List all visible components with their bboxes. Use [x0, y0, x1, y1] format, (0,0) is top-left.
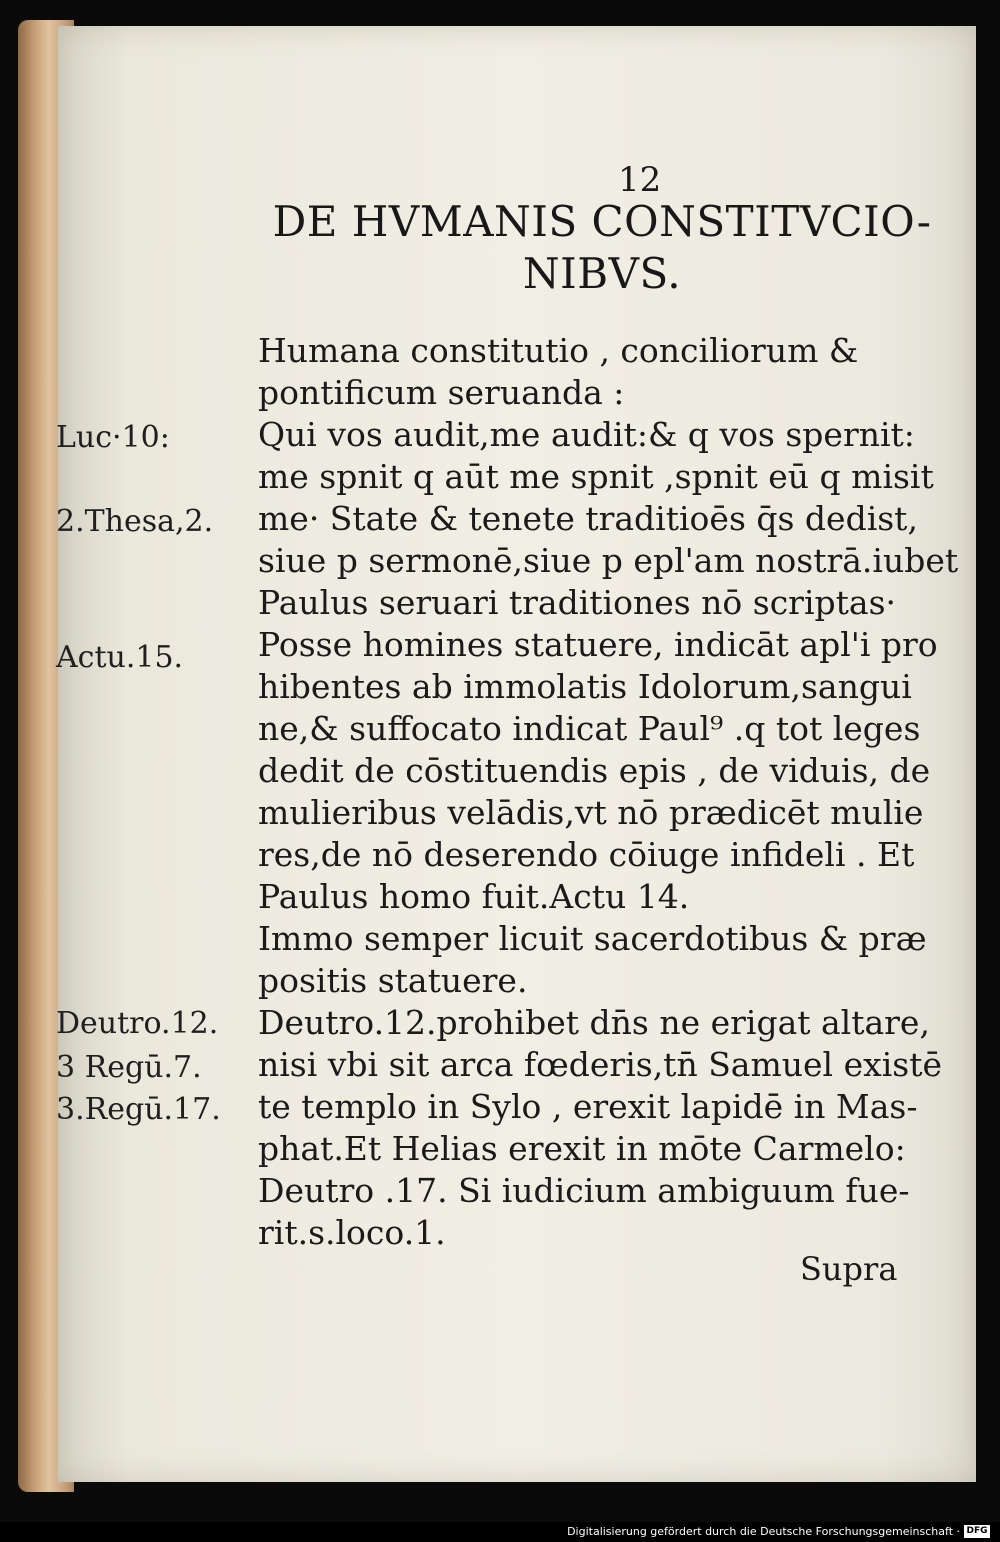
text-line: ne,& suffocato indicat Paul⁹ .q tot leges — [258, 709, 921, 748]
text-line: Deutro.12.prohibet dn̄s ne erigat altare, — [258, 1003, 930, 1042]
catchword: Supra — [800, 1250, 898, 1288]
margin-note: 2.Thesa,2. — [56, 504, 214, 539]
margin-note: 3 Regū.7. — [56, 1050, 202, 1085]
margin-note: Luc·10: — [56, 420, 170, 455]
text-line: dedit de cōstituendis epis , de viduis, de — [258, 751, 931, 790]
body-text — [258, 330, 959, 1254]
heading-line-1: DE HVMANIS CONSTITVCIO- — [272, 197, 932, 246]
margin-note: 3.Regū.17. — [56, 1092, 221, 1127]
text-line: siue p sermonē,siue p epl'am nostrā.iubet — [258, 541, 959, 580]
footer-credit: Digitalisierung gefördert durch die Deutsche Forschungsgemeinschaft · — [567, 1525, 960, 1538]
text-line: te templo in Sylo , erexit lapidē in Mas- — [258, 1087, 918, 1126]
text-line: me spnit q aūt me spnit ,spnit eū q misit — [258, 457, 934, 496]
heading-line-2: NIBVS. — [522, 249, 682, 298]
text-line: Posse homines statuere, indicāt apl'i pro — [258, 625, 938, 664]
text-line: Paulus homo fuit.Actu 14. — [258, 877, 690, 916]
text-line: pontificum seruanda : — [258, 373, 625, 412]
text-line: me· State & tenete traditioēs q̄s dedist, — [258, 499, 918, 538]
text-line: Immo semper licuit sacerdotibus & præ — [258, 919, 927, 958]
text-line: Paulus seruari traditiones nō scriptas· — [258, 583, 896, 622]
text-line: hibentes ab immolatis Idolorum,sangui — [258, 667, 912, 706]
text-line: rit.s.loco.1. — [258, 1213, 446, 1252]
text-line: Qui vos audit,me audit:& q vos spernit: — [258, 415, 915, 454]
dfg-logo: DFG — [964, 1525, 990, 1538]
margin-note: Actu.15. — [56, 640, 184, 675]
digitization-footer — [0, 1522, 1000, 1542]
text-line: phat.Et Helias erexit in mōte Carmelo: — [258, 1129, 906, 1168]
text-line: nisi vbi sit arca fœderis,tn̄ Samuel existē — [258, 1045, 943, 1084]
text-line: positis statuere. — [258, 961, 528, 1000]
text-line: res,de nō deserendo cōiuge infideli . Et — [258, 835, 915, 874]
page-number: 12 — [618, 160, 662, 200]
text-line: mulieribus velādis,vt nō prædicēt mulie — [258, 793, 924, 832]
text-line: Deutro .17. Si iudicium ambiguum fue- — [258, 1171, 910, 1210]
text-line: Humana constitutio , conciliorum & — [258, 331, 859, 370]
chapter-heading — [262, 196, 942, 300]
margin-note: Deutro.12. — [56, 1006, 219, 1041]
